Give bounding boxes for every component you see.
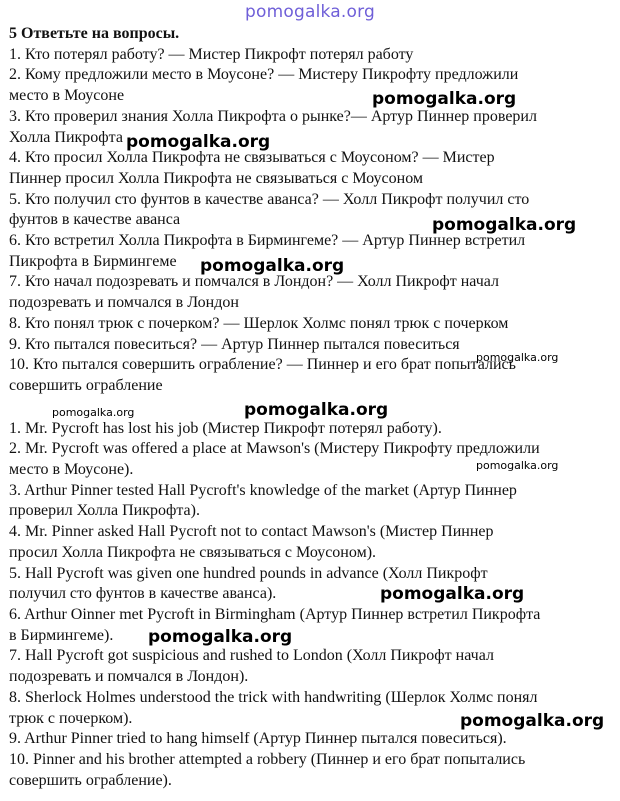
english-line: просил Холла Пикрофта не связываться с Моусоном). <box>9 543 377 561</box>
site-watermark-header: pomogalka.org <box>245 2 375 22</box>
russian-line: 1. Кто потерял работу? — Мистер Пикрофт потерял работу <box>9 45 414 63</box>
russian-line: 6. Кто встретил Холла Пикрофта в Бирмингеме? — Артур Пиннер встретил <box>9 232 526 250</box>
russian-line: 10. Кто пытался совершить ограбление? — Пиннер и его брат попытались <box>9 356 516 374</box>
english-line: подозревать и помчался в Лондон). <box>9 668 249 686</box>
exercise-heading: 5 Ответьте на вопросы. <box>9 25 180 42</box>
english-line: место в Моусоне). <box>9 461 134 479</box>
english-line: в Бирмингеме). <box>9 626 114 644</box>
english-line: 1. Mr. Pycroft has lost his job (Мистер Пикрофт потерял работу). <box>9 419 442 437</box>
english-line: получил сто фунтов в качестве аванса). <box>9 585 277 603</box>
russian-line: место в Моусоне <box>9 87 125 105</box>
watermark-overlay: pomogalka.org <box>200 256 345 276</box>
watermark-overlay: pomogalka.org <box>380 584 525 604</box>
english-line: 6. Arthur Oinner met Pycroft in Birmingham (Артур Пиннер встретил Пикрофта <box>9 605 541 623</box>
english-line: совершить ограбление). <box>9 771 172 789</box>
russian-line: подозревать и помчался в Лондон <box>9 294 239 312</box>
watermark-overlay: pomogalka.org <box>148 627 293 647</box>
english-line: проверил Холла Пикрофта). <box>9 502 200 520</box>
english-line: 3. Arthur Pinner tested Hall Pycroft's knowledge of the market (Артур Пиннер <box>9 481 517 499</box>
english-line: трюк с почерком). <box>9 709 133 727</box>
russian-line: Пиннер просил Холла Пикрофта не связываться с Моусоном <box>9 169 424 187</box>
russian-line: 3. Кто проверил знания Холла Пикрофта о рынке?— Артур Пиннер проверил <box>9 107 537 125</box>
english-line: 5. Hall Pycroft was given one hundred pounds in advance (Холл Пикрофт <box>9 564 488 582</box>
english-line: 10. Pinner and his brother attempted a robbery (Пиннер и его брат попытались <box>9 750 526 768</box>
russian-line: совершить ограбление <box>9 376 163 394</box>
watermark-overlay: pomogalka.org <box>244 400 389 420</box>
russian-line: Пикрофта в Бирмингеме <box>9 252 177 270</box>
russian-line: 4. Кто просил Холла Пикрофта не связываться с Моусоном? — Мистер <box>9 149 495 167</box>
watermark-overlay: pomogalka.org <box>476 459 559 472</box>
watermark-overlay: pomogalka.org <box>432 215 577 235</box>
russian-line: Холла Пикрофта <box>9 128 123 146</box>
watermark-overlay: pomogalka.org <box>52 406 135 419</box>
english-line: 2. Mr. Pycroft was offered a place at Mawson's (Мистеру Пикрофту предложили <box>9 440 540 458</box>
russian-line: 2. Кому предложили место в Моусоне? — Мистеру Пикрофту предложили <box>9 66 519 84</box>
watermark-overlay: pomogalka.org <box>476 351 559 364</box>
english-line: 8. Sherlock Holmes understood the trick with handwriting (Шерлок Холмс понял <box>9 688 538 706</box>
russian-line: 5. Кто получил сто фунтов в качестве аванса? — Холл Пикрофт получил сто <box>9 190 530 208</box>
english-line: 9. Arthur Pinner tried to hang himself (Артур Пиннер пытался повеситься). <box>9 730 507 748</box>
watermark-overlay: pomogalka.org <box>372 89 517 109</box>
russian-line: 9. Кто пытался повеситься? — Артур Пиннер пытался повеситься <box>9 335 460 353</box>
russian-line: фунтов в качестве аванса <box>9 211 181 229</box>
watermark-overlay: pomogalka.org <box>126 132 271 152</box>
english-line: 7. Hall Pycroft got suspicious and rushed to London (Холл Пикрофт начал <box>9 647 494 665</box>
russian-line: 8. Кто понял трюк с почерком? — Шерлок Холмс понял трюк с почерком <box>9 314 509 332</box>
english-answers-block <box>9 419 614 792</box>
russian-line: 7. Кто начал подозревать и помчался в Лондон? — Холл Пикрофт начал <box>9 273 500 291</box>
watermark-overlay: pomogalka.org <box>460 711 605 731</box>
english-line: 4. Mr. Pinner asked Hall Pycroft not to contact Mawson's (Мистер Пиннер <box>9 523 494 541</box>
